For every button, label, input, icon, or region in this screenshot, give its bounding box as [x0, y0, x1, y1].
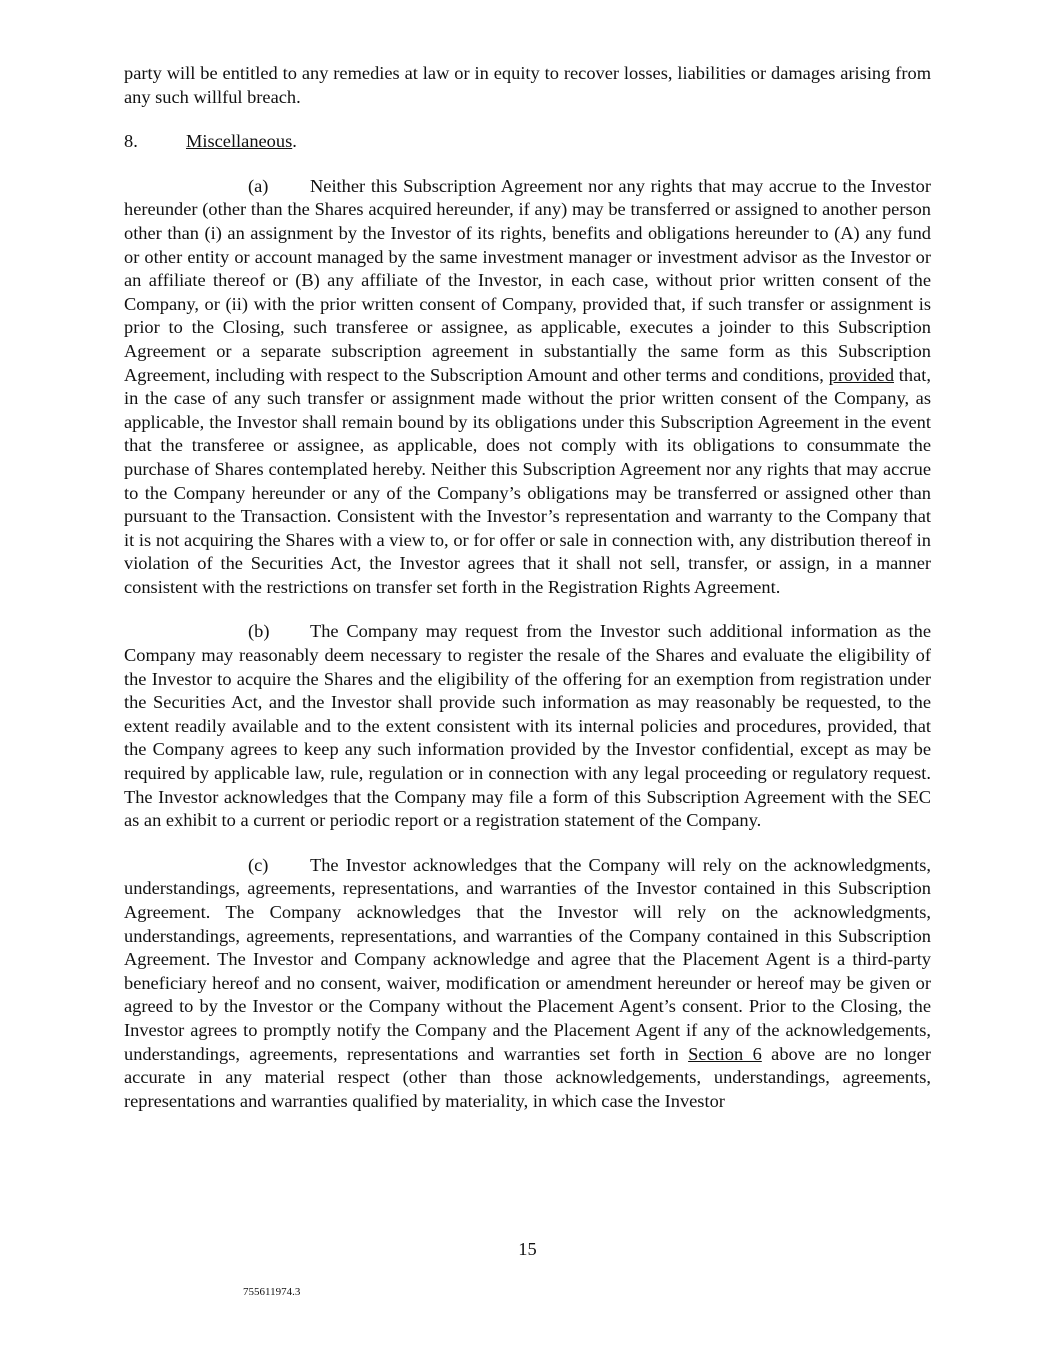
paragraph-b: [124, 620, 931, 832]
paragraph-b-label: (b): [248, 621, 270, 642]
section-number: 8.: [124, 131, 138, 152]
section-6-reference: Section 6: [688, 1043, 762, 1064]
page-number: 15: [518, 1239, 537, 1259]
carryover-paragraph: party will be entitled to any remedies at law or in equity to recover losses, liabilities or damages arising from any such willful breach.: [124, 63, 931, 107]
paragraph-a-text-part1: Neither this Subscription Agreement nor any rights that may accrue to the Investor hereunder (other than the Shares acquired hereunder, if any) may be transferred or assigned to another person other than (i) an assignment by the Investor of its rights, benefits and obligations hereunder to (A) any fund or other entity or account managed by the same investment manager or investment advisor as the Investor or an affiliate thereof or (B) any affiliate of the Investor, in each case, without prior written consent of the Company, or (ii) with the prior written consent of Company, provided that, if such transfer or assignment is prior to the Closing, such transferee or assignee, as applicable, executes a joinder to this Subscription Agreement or a separate subscription agreement in substantially the same form as this Subscription Agreement, including with respect to the Subscription Amount and other terms and conditions,: [124, 175, 931, 385]
paragraph-a-underlined: provided: [828, 364, 895, 385]
section-title-punct: .: [292, 131, 297, 152]
paragraph-c-text-part1: The Investor acknowledges that the Company will rely on the acknowledgments, understandings, agreements, representations, and warranties of the Investor contained in this Subscription Agreement. The Company acknowledges that the Investor will rely on the acknowledgments, understandings, agreements, representations, and warranties of the Company contained in this Subscription Agreement. The Investor and Company acknowledge and agree that the Placement Agent is a third-party beneficiary hereof and no consent, waiver, modification or amendment hereunder or hereof may be given or agreed to by the Investor or the Company without the Placement Agent’s consent. Prior to the Closing, the Investor agrees to promptly notify the Company and the Placement Agent if any of the acknowledgements, understandings, agreements, representations and warranties set forth in: [124, 854, 931, 1064]
paragraph-c-text-part2: above are no longer accurate in any material respect (other than those acknowledgements, understandings, agreements, representations and warranties qualified by materiality, in which case the Investor: [124, 1043, 931, 1111]
paragraph-a-text-part2: that, in the case of any such transfer or assignment made without the prior written consent of the Company, as applicable, the Investor shall remain bound by its obligations under this Subscription Agreement in the event that the transferee or assignee, as applicable, does not comply with its obligations to consummate the purchase of Shares contemplated hereby. Neither this Subscription Agreement nor any rights that may accrue to the Company hereunder or any of the Company’s obligations may be transferred or assigned other than pursuant to the Transaction. Consistent with the Investor’s representation and warranty to the Company that it is not acquiring the Shares with a view to, or for offer or sale in connection with, any distribution thereof in violation of the Securities Act, the Investor agrees that it shall not sell, transfer, or assign, in a manner consistent with the restrictions on transfer set forth in the Registration Rights Agreement.: [124, 364, 931, 597]
section-title: Miscellaneous: [186, 131, 293, 152]
document-id: 755611974.3: [243, 1286, 301, 1298]
paragraph-c: [124, 854, 931, 1114]
document-body: [124, 62, 931, 1134]
section-heading: [124, 130, 931, 154]
paragraph-c-label: (c): [248, 854, 269, 875]
paragraph-b-text: The Company may request from the Investor such additional information as the Company may reasonably deem necessary to register the resale of the Shares and evaluate the eligibility of the Investor to acquire the Shares and the eligibility of the offering for an exemption from registration under the Securities Act, and the Investor shall provide such information as may reasonably be requested, to the extent readily available and to the extent consistent with its internal policies and procedures, provided, that the Company agrees to keep any such information provided by the Investor confidential, except as may be required by applicable law, rule, regulation or in connection with any legal proceeding or regulatory request. The Investor acknowledges that the Company may file a form of this Subscription Agreement with the SEC as an exhibit to a current or periodic report or a registration statement of the Company.: [124, 621, 931, 831]
paragraph-a: [124, 175, 931, 600]
paragraph-a-label: (a): [248, 175, 269, 196]
